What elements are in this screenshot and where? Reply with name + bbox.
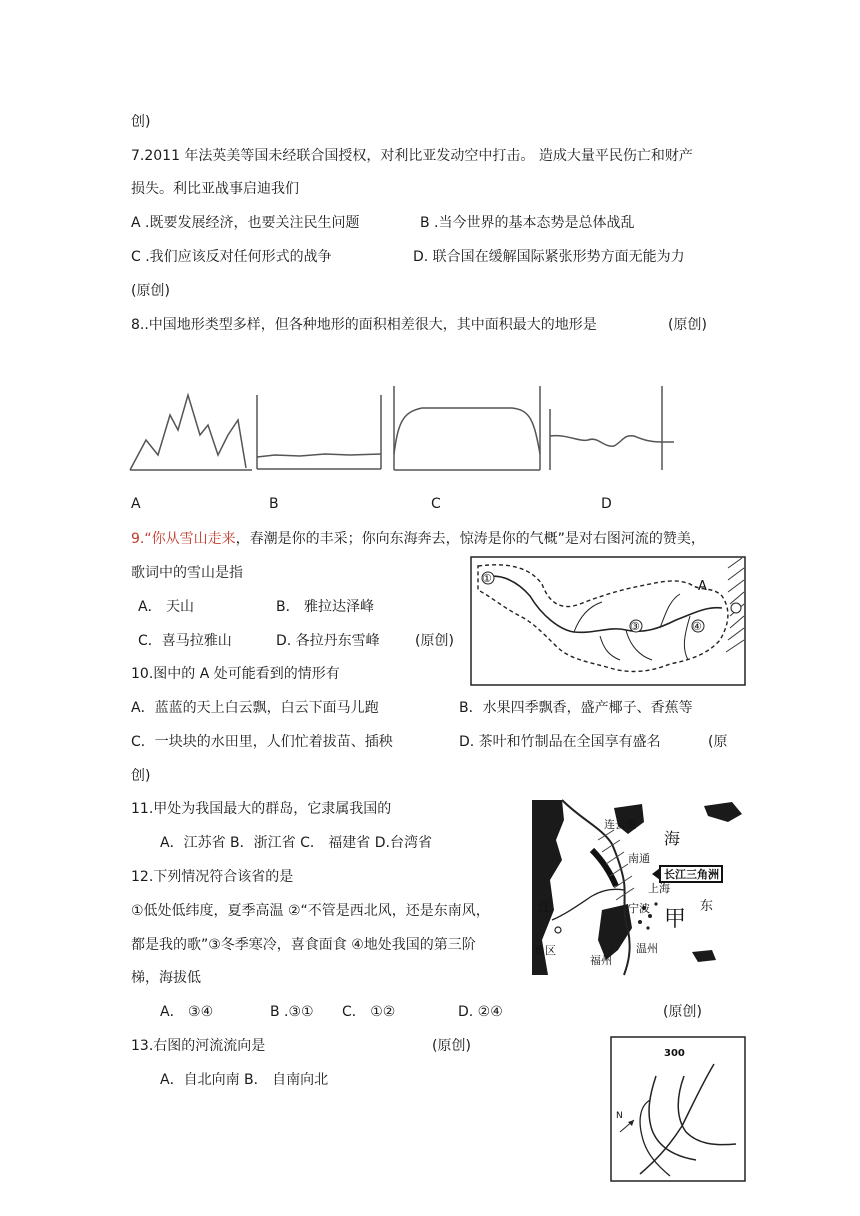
q7-source: (原创) xyxy=(131,283,170,299)
river-map-label-4: ④ xyxy=(692,620,702,633)
question-12-statements-cont: 都是我的歌”③冬季寒冷，喜食面食 ④地处我国的第三阶 xyxy=(131,937,476,953)
terrain-profile-a xyxy=(128,380,253,475)
coast-map-jia: 甲 xyxy=(664,907,687,932)
q7-option-d: D. 联合国在缓解国际紧张形势方面无能为力 xyxy=(413,249,685,265)
question-9 xyxy=(131,529,705,549)
question-12-statements-end: 梯，海拔低 xyxy=(131,970,201,986)
question-7: 7.2011 年法英美等国未经联合国授权，对利比亚发动空中打击。 造成大量平民伤亡和财产 xyxy=(131,148,693,164)
question-12-statements: ①低处低纬度，夏季高温 ②“不管是西北风，还是东南风， xyxy=(131,903,490,919)
q10-option-b: B．水果四季飘香，盛产椰子、香蕉等 xyxy=(459,700,693,716)
coast-map-ningbo: 宁波 xyxy=(628,902,650,915)
contour-map xyxy=(610,1036,746,1182)
coast-map-delta: 长江三角洲 xyxy=(664,868,719,881)
q7-option-c: C .我们应该反对任何形式的战争 xyxy=(131,249,332,265)
question-8: 8..中国地形类型多样，但各种地形的面积相差很大，其中面积最大的地形是 xyxy=(131,317,597,333)
river-map-label-3: ③ xyxy=(630,620,640,633)
text-line: 创) xyxy=(131,114,151,130)
terrain-profile-b xyxy=(255,393,385,471)
q8-label-c: C xyxy=(431,496,441,512)
terrain-profile-d xyxy=(548,384,678,472)
q8-label-b: B xyxy=(269,496,279,512)
q11-options: A．江苏省 B．浙江省 C． 福建省 D.台湾省 xyxy=(160,835,432,851)
q7-option-a: A .既要发展经济，也要关注民生问题 xyxy=(131,215,360,231)
q8-label-d: D xyxy=(601,496,612,512)
coast-map-shanghai: 上海 xyxy=(648,882,670,895)
coast-map-fuzhou: 福州 xyxy=(590,954,612,967)
q12-option-b: B .③① xyxy=(270,1004,314,1020)
coast-map-hai: 海 xyxy=(664,829,681,848)
question-11: 11.甲处为我国最大的群岛，它隶属我国的 xyxy=(131,801,392,817)
q7-option-b: B .当今世界的基本态势是总体战乱 xyxy=(420,215,635,231)
q9-source: (原创) xyxy=(415,633,454,649)
q10-source-cont: 创) xyxy=(131,768,151,784)
q9-lyric-rest: ，春潮是你的丰采；你向东海奔去，惊涛是你的气概”是对右图河流的赞美， xyxy=(235,531,705,547)
q10-option-c: C．一块块的水田里，人们忙着拔苗、插秧 xyxy=(131,734,393,750)
q12-option-a: A． ③④ xyxy=(160,1004,214,1020)
question-9-cont: 歌词中的雪山是指 xyxy=(131,565,243,581)
question-13: 13.右图的河流流向是 xyxy=(131,1038,266,1054)
q12-source: (原创) xyxy=(663,1004,702,1020)
q8-source: (原创) xyxy=(668,317,707,333)
q10-option-a: A．蓝蓝的天上白云飘，白云下面马儿跑 xyxy=(131,700,379,716)
coast-map-wenzhou: 温州 xyxy=(636,942,658,955)
q9-option-b: B． 雅拉达泽峰 xyxy=(276,599,375,615)
q10-source: (原 xyxy=(708,734,728,750)
contour-elevation-label: 300 xyxy=(664,1048,685,1059)
question-12: 12.下列情况符合该省的是 xyxy=(131,869,294,885)
coast-map-jiang: 江 xyxy=(538,901,552,916)
q10-option-d: D. 茶叶和竹制品在全国享有盛名 xyxy=(459,734,661,750)
coast-map-nantong: 南通 xyxy=(628,852,650,865)
question-7-cont: 损失。利比亚战事启迪我们 xyxy=(131,181,299,197)
river-map xyxy=(470,556,746,686)
contour-north-label: N xyxy=(616,1111,623,1121)
river-map-label-a: A xyxy=(698,579,707,594)
q12-option-c: C． ①② xyxy=(342,1004,396,1020)
coast-map-jiaoqu: 角区 xyxy=(534,944,556,957)
q9-option-a: A． 天山 xyxy=(138,599,195,615)
q9-lyric-highlight: 9.“你从雪山走来 xyxy=(131,531,236,547)
coast-map-dong: 东 xyxy=(700,899,714,914)
q13-options: A．自北向南 B． 自南向北 xyxy=(160,1072,329,1088)
river-map-label-1: ① xyxy=(482,572,492,585)
q12-option-d: D. ②④ xyxy=(458,1004,503,1020)
question-10: 10.图中的 A 处可能看到的情形有 xyxy=(131,666,340,682)
q13-source: (原创) xyxy=(432,1038,471,1054)
coast-map-lianyungang: 连云港 xyxy=(604,818,637,831)
q8-label-a: A xyxy=(131,496,141,512)
terrain-profile-c xyxy=(392,384,542,472)
coast-map xyxy=(532,800,742,975)
q9-option-c: C．喜马拉雅山 xyxy=(138,633,232,649)
q9-option-d: D. 各拉丹东雪峰 xyxy=(276,633,380,649)
